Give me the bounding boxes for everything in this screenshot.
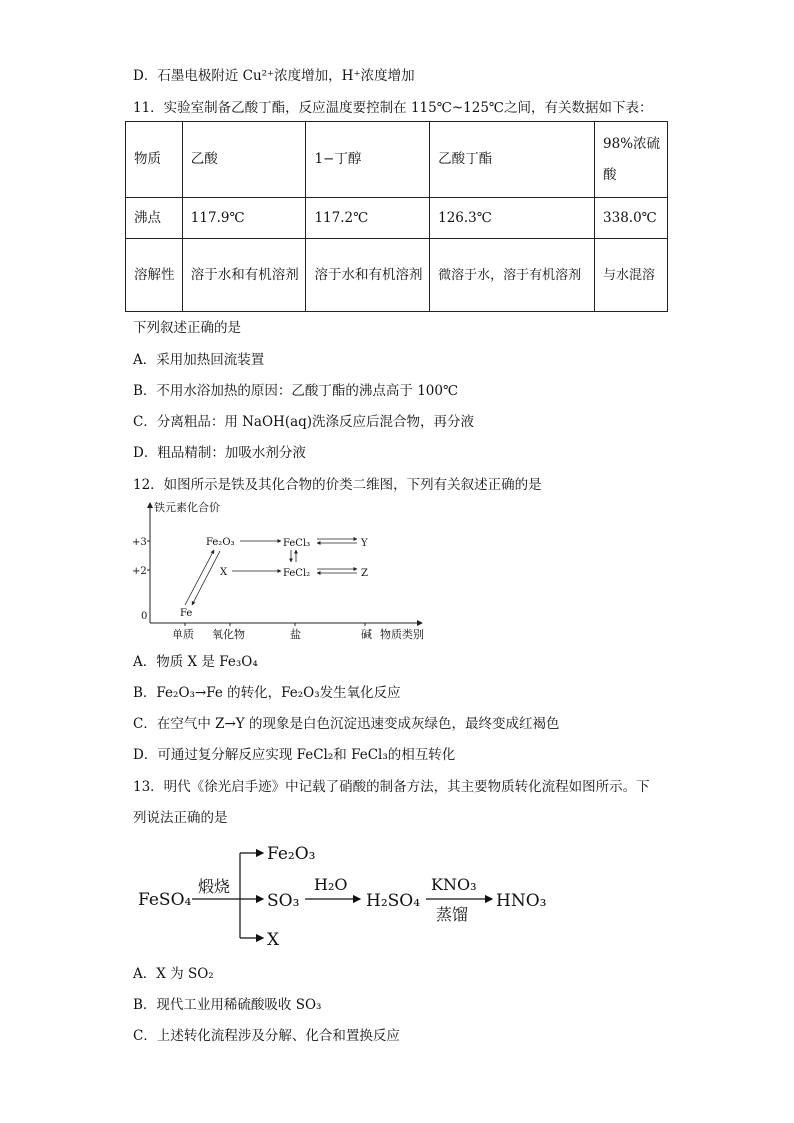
flow-h2o-label: H₂O [314,875,348,894]
flow-h2so4: H₂SO₄ [366,891,421,911]
table-cell: 98%浓硫酸 [595,122,668,198]
x-tick-label: 单质 [172,628,194,641]
q11-option-a: A．采用加热回流装置 [133,352,265,368]
q12-option-d: D．可通过复分解反应实现 FeCl₂和 FeCl₃的相互转化 [133,747,456,763]
y-tick-label: +2 [132,566,147,577]
q12-stem: 12．如图所示是铁及其化合物的价类二维图，下列有关叙述正确的是 [133,477,542,493]
table-row [126,239,668,312]
y-tick-label: 0 [141,611,148,622]
y-axis-title: 铁元素化合价 [154,501,220,514]
arrow-fe2o3-fe [192,551,220,605]
flow-distill-label: 蒸馏 [436,905,469,924]
q13-stem-line2: 列说法正确的是 [133,810,228,826]
table-cell: 溶于水和有机溶剂 [182,239,306,312]
q11-option-d: D．粗品精制：加吸水剂分液 [133,445,306,461]
table-cell: 微溶于水，溶于有机溶剂 [430,239,595,312]
q11-data-table [125,121,668,312]
node-fe: Fe [180,608,193,619]
q13-option-a: A．X 为 SO₂ [133,966,214,982]
node-x: X [220,567,228,578]
table-cell: 126.3℃ [430,198,595,239]
node-y: Y [361,538,368,549]
table-cell: 乙酸 [182,122,306,198]
q11-stem: 11．实验室制备乙酸丁酯，反应温度要控制在 115℃~125℃之间，有关数据如下表： [133,100,653,116]
flow-kno3-label: KNO₃ [431,875,477,894]
table-cell: 1−丁醇 [306,122,430,198]
q13-flow-diagram [130,835,560,955]
table-cell: 乙酸丁酯 [430,122,595,198]
q10-option-d: D．石墨电极附近 Cu²⁺浓度增加，H⁺浓度增加 [133,68,415,84]
table-cell: 沸点 [126,198,183,239]
q11-option-b: B．不用水浴加热的原因：乙酸丁酯的沸点高于 100℃ [133,383,459,399]
flow-calcine-label: 煅烧 [198,877,231,896]
x-tick-label: 盐 [290,628,301,641]
flow-hno3: HNO₃ [496,891,547,911]
q12-valence-class-chart [130,495,450,647]
table-cell: 与水混溶 [595,239,668,312]
q12-option-a: A．物质 X 是 Fe₃O₄ [133,654,258,670]
flow-so3: SO₃ [267,891,300,911]
q13-option-b: B．现代工业用稀硫酸吸收 SO₃ [133,997,322,1013]
table-cell: 338.0℃ [595,198,668,239]
q11-option-c: C．分离粗品：用 NaOH(aq)洗涤反应后混合物，再分液 [133,414,475,430]
table-cell: 溶于水和有机溶剂 [306,239,430,312]
x-tick-label: 氧化物 [212,628,245,641]
table-row [126,122,668,198]
q13-option-c: C．上述转化流程涉及分解、化合和置换反应 [133,1028,400,1044]
node-fe2o3: Fe₂O₃ [206,537,235,548]
node-z: Z [361,568,368,579]
x-tick-label: 碱 [361,628,372,641]
table-row [126,198,668,239]
x-axis-title: 物质类别 [380,628,424,641]
flow-fe2o3: Fe₂O₃ [267,844,316,864]
table-cell: 溶解性 [126,239,183,312]
table-cell: 117.9℃ [182,198,306,239]
table-cell: 117.2℃ [306,198,430,239]
q13-stem-line1: 13．明代《徐光启手迹》中记载了硝酸的制备方法，其主要物质转化流程如图所示。下 [133,779,650,795]
arrow-fe-fe2o3 [185,550,214,605]
node-fecl3: FeCl₃ [283,538,311,549]
flow-x: X [267,930,280,950]
q12-option-c: C．在空气中 Z→Y 的现象是白色沉淀迅速变成灰绿色，最终变成红褐色 [133,716,560,732]
q12-option-b: B．Fe₂O₃→Fe 的转化，Fe₂O₃发生氧化反应 [133,685,401,701]
y-tick-label: +3 [132,537,147,548]
table-cell: 物质 [126,122,183,198]
q11-prompt: 下列叙述正确的是 [133,320,241,336]
flow-feso4: FeSO₄ [138,890,192,910]
node-fecl2: FeCl₂ [283,568,311,579]
